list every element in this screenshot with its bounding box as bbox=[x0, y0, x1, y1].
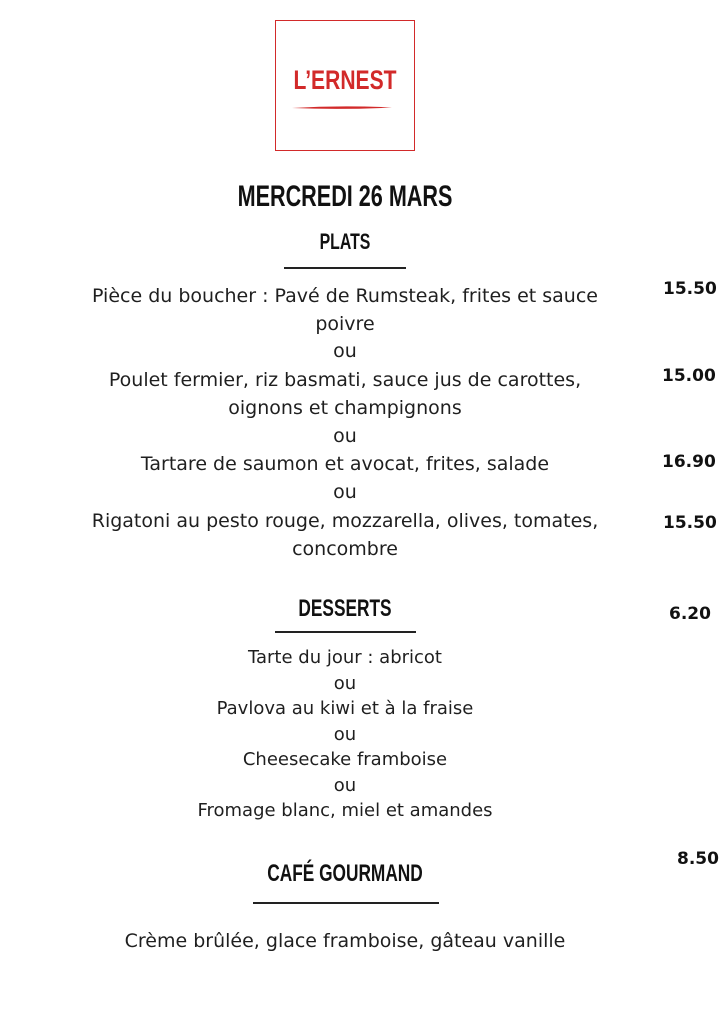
list-item: Fromage blanc, miel et amandes bbox=[197, 800, 493, 821]
plat-price-1: 15.50 bbox=[663, 279, 717, 299]
section-heading-cafe-gourmand: CAFÉ GOURMAND bbox=[267, 860, 423, 887]
logo-text: L’ERNEST bbox=[293, 65, 397, 95]
list-item: ou bbox=[333, 774, 357, 796]
plat-item-2: Poulet fermier, riz basmati, sauce jus de carottes, oignons et champignons bbox=[108, 369, 582, 419]
desserts-list bbox=[120, 645, 570, 824]
plat-price-3: 16.90 bbox=[662, 452, 716, 472]
list-item: ou bbox=[333, 723, 357, 745]
list-item: Pavlova au kiwi et à la fraise bbox=[216, 698, 474, 719]
list-item: Cheesecake framboise bbox=[242, 749, 448, 770]
plat-item-3: Tartare de saumon et avocat, frites, salade bbox=[140, 453, 550, 475]
section-heading-plats: PLATS bbox=[319, 229, 371, 254]
cafe-description: Crème brûlée, glace framboise, gâteau vanille bbox=[124, 930, 566, 952]
cafe-price: 8.50 bbox=[677, 849, 719, 869]
section-heading-desserts: DESSERTS bbox=[298, 595, 392, 622]
plat-price-4: 15.50 bbox=[663, 513, 717, 533]
desserts-divider bbox=[275, 631, 416, 633]
separator-ou: ou bbox=[333, 481, 357, 503]
restaurant-logo bbox=[275, 20, 415, 151]
list-item: Tarte du jour : abricot bbox=[247, 647, 442, 668]
list-item: ou bbox=[333, 672, 357, 694]
plat-price-2: 15.00 bbox=[662, 366, 716, 386]
menu-date-title: MERCREDI 26 MARS bbox=[237, 180, 453, 213]
plat-item-1: Pièce du boucher : Pavé de Rumsteak, frites et sauce poivre bbox=[92, 285, 598, 335]
cafe-divider bbox=[253, 902, 439, 904]
plat-item-4: Rigatoni au pesto rouge, mozzarella, olives, tomates, concombre bbox=[91, 510, 599, 560]
desserts-price: 6.20 bbox=[669, 604, 711, 624]
separator-ou: ou bbox=[333, 425, 357, 447]
logo-swoosh-icon bbox=[292, 105, 392, 111]
separator-ou: ou bbox=[333, 340, 357, 362]
plats-divider bbox=[284, 267, 406, 269]
